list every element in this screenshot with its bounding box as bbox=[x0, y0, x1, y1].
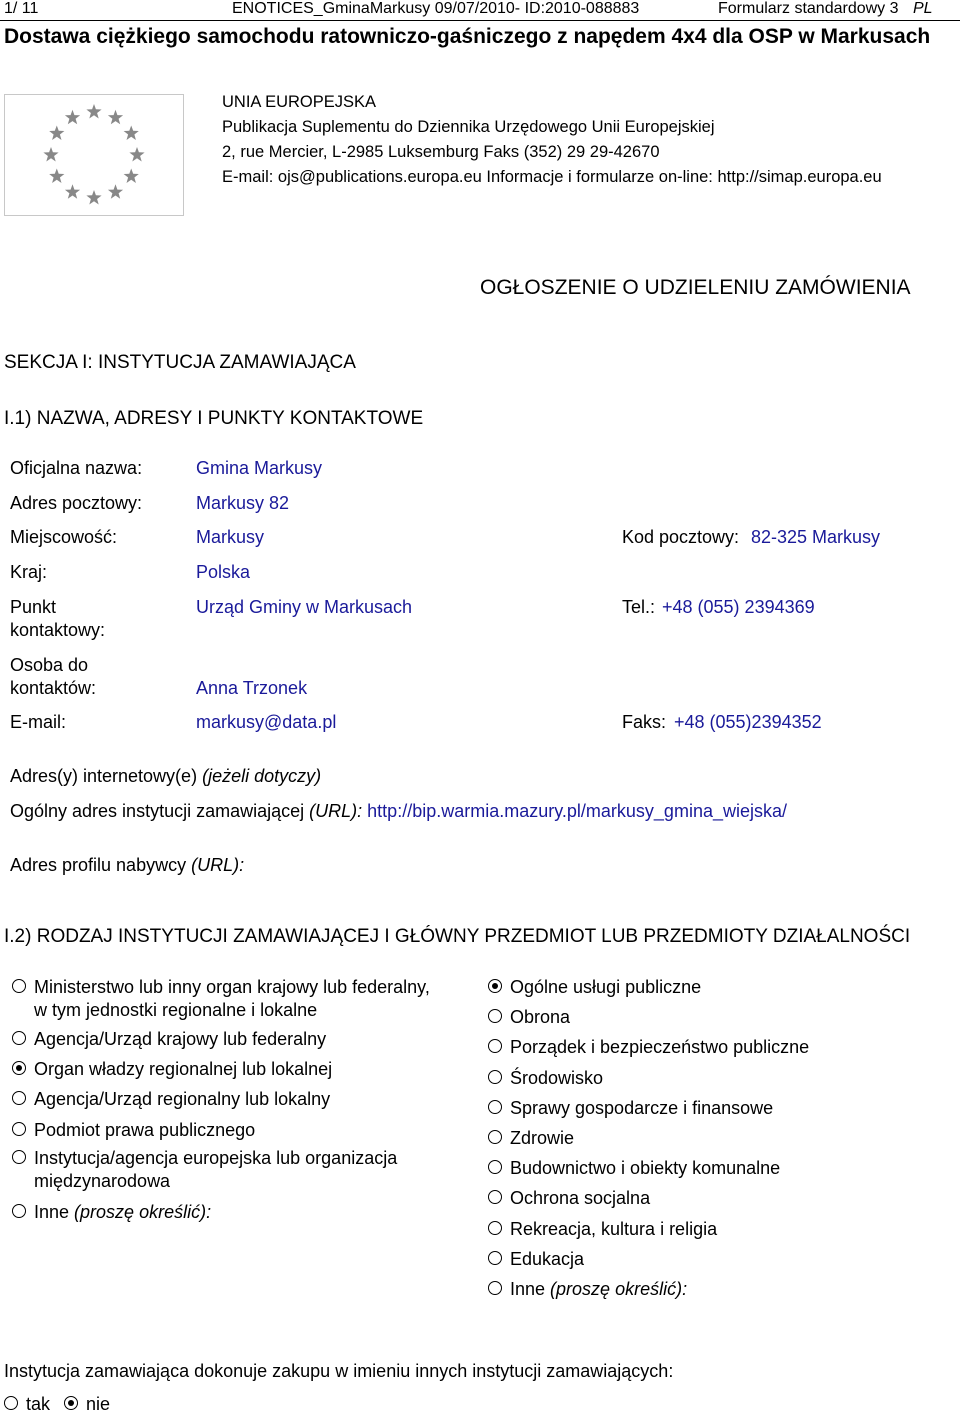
eu-stars-icon bbox=[5, 95, 183, 215]
radio-button[interactable] bbox=[488, 1221, 502, 1235]
internet-heading-text: Adres(y) internetowy(e) bbox=[10, 766, 198, 786]
buyer-profile-note: (URL): bbox=[191, 855, 245, 875]
option-label: Środowisko bbox=[510, 1067, 604, 1088]
option-label: Organ władzy regionalnej lub lokalnej bbox=[34, 1059, 333, 1079]
tel-value: +48 (055) 2394369 bbox=[662, 597, 815, 617]
section-heading: SEKCJA I: INSTYTUCJA ZAMAWIAJĄCA bbox=[4, 352, 356, 373]
subsection-heading: I.1) NAZWA, ADRESY I PUNKTY KONTAKTOWE bbox=[4, 408, 424, 429]
radio-button[interactable] bbox=[12, 1122, 26, 1136]
subsection-heading-2: I.2) RODZAJ INSTYTUCJI ZAMAWIAJĄCEJ I GŁÓWNY PRZEDMIOT LUB PRZEDMIOTY DZIAŁALNOŚCI bbox=[4, 926, 911, 947]
activity-option[interactable] bbox=[488, 1248, 584, 1271]
activity-option[interactable] bbox=[488, 1097, 773, 1120]
city-value: Markusy bbox=[196, 527, 265, 547]
option-label: Rekreacja, kultura i religia bbox=[510, 1218, 718, 1239]
contact-point-label-2: kontaktowy: bbox=[10, 620, 106, 640]
radio-button[interactable] bbox=[488, 1070, 502, 1084]
publisher-line: Publikacja Suplementu do Dziennika Urzędowego Unii Europejskiej bbox=[222, 118, 715, 136]
fax-value: +48 (055)2394352 bbox=[674, 712, 822, 732]
country-label: Kraj: bbox=[10, 562, 48, 582]
document-id: ENOTICES_GminaMarkusy 09/07/2010- ID:2010-088883 bbox=[232, 0, 640, 17]
postcode-label: Kod pocztowy: bbox=[622, 527, 740, 547]
activity-option[interactable] bbox=[488, 1067, 603, 1090]
general-url-label: Ogólny adres instytucji zamawiającej bbox=[10, 801, 305, 821]
option-label: Ministerstwo lub inny organ krajowy lub federalny, w tym jednostki regionalne i lokalne bbox=[34, 977, 430, 1020]
star-icon bbox=[65, 184, 80, 199]
internet-heading-note: (jeżeli dotyczy) bbox=[202, 766, 322, 786]
option-label: Obrona bbox=[510, 1007, 571, 1028]
authority-type-option[interactable] bbox=[12, 1147, 397, 1193]
activity-option[interactable] bbox=[488, 976, 701, 999]
star-icon bbox=[43, 147, 58, 162]
radio-button[interactable] bbox=[488, 1281, 502, 1295]
eu-emblem bbox=[4, 94, 184, 216]
radio-button[interactable] bbox=[12, 1204, 26, 1218]
postcode-value: 82-325 Markusy bbox=[751, 527, 881, 547]
country-value: Polska bbox=[196, 562, 251, 582]
radio-button[interactable] bbox=[488, 1160, 502, 1174]
radio-button[interactable] bbox=[12, 1031, 26, 1045]
radio-button[interactable] bbox=[488, 979, 502, 993]
contact-person-value: Anna Trzonek bbox=[196, 678, 308, 698]
internet-heading bbox=[10, 766, 321, 787]
star-icon bbox=[108, 110, 123, 124]
authority-type-option[interactable] bbox=[12, 1028, 326, 1051]
star-icon bbox=[124, 126, 139, 141]
on-behalf-no[interactable] bbox=[64, 1393, 110, 1416]
activity-option[interactable] bbox=[488, 1036, 809, 1059]
email-label: E-mail: bbox=[10, 712, 67, 732]
option-label: Zdrowie bbox=[510, 1128, 575, 1148]
header-rule bbox=[0, 20, 960, 21]
star-icon bbox=[86, 190, 101, 205]
general-url-note: (URL): bbox=[309, 801, 363, 821]
star-icon bbox=[49, 169, 64, 184]
option-label: Porządek i bezpieczeństwo publiczne bbox=[510, 1037, 810, 1058]
radio-button[interactable] bbox=[488, 1251, 502, 1265]
option-label: Ogólne usługi publiczne bbox=[510, 977, 702, 997]
radio-button[interactable] bbox=[12, 1091, 26, 1105]
option-label: Podmiot prawa publicznego bbox=[34, 1120, 256, 1140]
authority-type-option[interactable] bbox=[12, 1119, 255, 1142]
official-name-value: Gmina Markusy bbox=[196, 458, 323, 478]
contact-person-label-2: kontaktów: bbox=[10, 678, 97, 698]
postal-value: Markusy 82 bbox=[196, 493, 290, 513]
star-icon bbox=[49, 126, 64, 141]
buyer-profile-label: Adres profilu nabywcy bbox=[10, 855, 187, 875]
radio-button[interactable] bbox=[12, 1150, 26, 1164]
authority-type-option[interactable] bbox=[12, 976, 430, 1022]
form-type: Formularz standardowy 3 PL bbox=[718, 0, 933, 17]
option-label: Instytucja/agencja europejska lub organizacja międzynarodowa bbox=[34, 1148, 398, 1191]
authority-type-option[interactable] bbox=[12, 1058, 332, 1081]
star-icon bbox=[108, 184, 123, 199]
postal-label: Adres pocztowy: bbox=[10, 493, 143, 513]
notice-type-heading: OGŁOSZENIE O UDZIELENIU ZAMÓWIENIA bbox=[480, 276, 911, 299]
activity-option[interactable] bbox=[488, 1218, 717, 1241]
radio-button[interactable] bbox=[488, 1190, 502, 1204]
radio-no-label: nie bbox=[86, 1394, 111, 1414]
general-url-link[interactable]: http://bip.warmia.mazury.pl/markusy_gmina_wiejska/ bbox=[367, 801, 787, 821]
option-label: Edukacja bbox=[510, 1248, 585, 1269]
option-label: Agencja/Urząd regionalny lub lokalny bbox=[34, 1089, 331, 1109]
city-label: Miejscowość: bbox=[10, 527, 118, 547]
radio-no[interactable] bbox=[64, 1396, 78, 1410]
authority-type-option[interactable] bbox=[12, 1088, 330, 1111]
option-label: Inne (proszę określić): bbox=[34, 1202, 212, 1222]
contact-person-label: Osoba do bbox=[10, 655, 89, 675]
on-behalf-yes[interactable] bbox=[4, 1393, 50, 1416]
radio-button[interactable] bbox=[12, 1061, 26, 1075]
star-icon bbox=[124, 169, 139, 184]
star-icon bbox=[86, 104, 101, 119]
option-label: Inne (proszę określić): bbox=[510, 1279, 688, 1299]
on-behalf-question: Instytucja zamawiająca dokonuje zakupu w imieniu innych instytucji zamawiających: bbox=[4, 1361, 674, 1381]
fax-label: Faks: bbox=[622, 712, 667, 732]
buyer-profile-row bbox=[10, 855, 244, 876]
radio-yes-label: tak bbox=[26, 1394, 51, 1414]
publisher-name: UNIA EUROPEJSKA bbox=[222, 93, 377, 111]
option-label: Ochrona socjalna bbox=[510, 1188, 651, 1209]
radio-yes[interactable] bbox=[4, 1396, 18, 1410]
option-label: Sprawy gospodarcze i finansowe bbox=[510, 1097, 774, 1118]
official-name-label: Oficjalna nazwa: bbox=[10, 458, 143, 478]
radio-button[interactable] bbox=[488, 1130, 502, 1144]
radio-button[interactable] bbox=[12, 979, 26, 993]
activity-option[interactable] bbox=[488, 1006, 570, 1029]
contact-point-value: Urząd Gminy w Markusach bbox=[196, 597, 413, 617]
star-icon bbox=[129, 147, 144, 162]
option-label: Agencja/Urząd krajowy lub federalny bbox=[34, 1029, 327, 1049]
notice-title: Dostawa ciężkiego samochodu ratowniczo-gaśniczego z napędem 4x4 dla OSP w Markusach bbox=[4, 25, 931, 48]
radio-button[interactable] bbox=[488, 1039, 502, 1053]
radio-button[interactable] bbox=[488, 1100, 502, 1114]
activity-option[interactable] bbox=[488, 1127, 574, 1150]
authority-type-option[interactable] bbox=[12, 1201, 211, 1224]
tel-label: Tel.: bbox=[622, 597, 656, 617]
radio-button[interactable] bbox=[488, 1009, 502, 1023]
contact-point-label: Punkt bbox=[10, 597, 57, 617]
publisher-address: 2, rue Mercier, L-2985 Luksemburg Faks (352) 29 29-42670 bbox=[222, 143, 660, 161]
page-number: 1/ 11 bbox=[4, 0, 39, 17]
publisher-contact: E-mail: ojs@publications.europa.eu Informacje i formularze on-line: http://simap.europa.eu bbox=[222, 168, 882, 186]
activity-option[interactable] bbox=[488, 1278, 687, 1301]
star-icon bbox=[65, 110, 80, 124]
activity-option[interactable] bbox=[488, 1187, 650, 1210]
activity-option[interactable] bbox=[488, 1157, 780, 1180]
general-url-row bbox=[10, 801, 787, 822]
option-label: Budownictwo i obiekty komunalne bbox=[510, 1158, 781, 1179]
email-link[interactable]: markusy@data.pl bbox=[196, 712, 337, 732]
